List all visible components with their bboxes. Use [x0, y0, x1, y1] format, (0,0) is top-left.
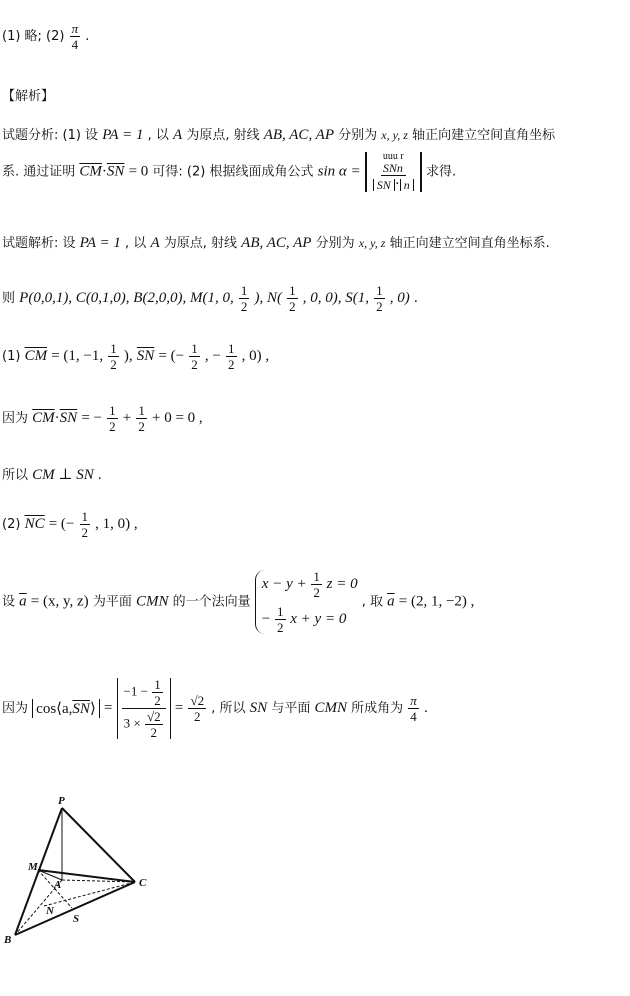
label-b: B — [4, 934, 12, 946]
label-s: S — [73, 913, 80, 925]
answer-end: . — [85, 29, 90, 44]
label: (2) — [2, 517, 21, 532]
equation-system: x − y + $\frac{1}{2}$ z = 0 − $\frac{1}{2}$ x + y = 0 — [255, 570, 358, 634]
math: , − — [204, 348, 221, 364]
vector-cm: $\overline{CM}$ — [79, 163, 102, 180]
perp-line — [2, 464, 102, 484]
label-n: N — [46, 905, 54, 917]
math: = (2, 1, −2) , — [398, 593, 475, 610]
math: SN — [376, 178, 391, 192]
math: = 0 — [128, 163, 149, 180]
text: . — [97, 467, 102, 483]
vector-nc: $\overline{NC}$ — [24, 516, 45, 532]
math: P(0,0,1), C(0,1,0), B(2,0,0), M(1, 0, — [19, 290, 234, 306]
label-m: M — [28, 861, 38, 873]
text: , 取 — [361, 594, 383, 610]
math: , 1, 0) , — [95, 516, 138, 532]
solution-line — [2, 232, 550, 252]
text: . — [423, 700, 428, 716]
math: sin α = — [317, 163, 361, 180]
text: 所以 — [2, 468, 29, 483]
text: 轴正向建立空间直角坐标系. — [389, 236, 550, 251]
math: − — [261, 610, 271, 627]
text: 则 — [2, 291, 16, 306]
fraction: $\frac{1}{2}$ — [191, 341, 198, 372]
math: n — [396, 161, 403, 175]
vector-cm: $\overline{CM}$ — [24, 348, 48, 364]
vector-a: $\overline{a}$ — [387, 593, 395, 610]
cos-abs — [32, 699, 100, 718]
text: 试题分析: (1) 设 — [2, 128, 99, 143]
text: 分别为 — [338, 128, 378, 143]
math: A — [173, 127, 183, 143]
text: . — [413, 290, 418, 306]
math: cos⟨a, — [36, 701, 73, 717]
formula-fraction: uuu r SNn SN · n — [371, 152, 416, 192]
math: ), — [123, 348, 133, 364]
text: 分别为 — [315, 236, 355, 251]
math: CMN — [314, 700, 347, 716]
text: 试题解析: 设 — [2, 236, 76, 251]
section-title: 【解析】 — [2, 89, 55, 104]
label-p: P — [58, 795, 65, 807]
label-a: A — [54, 879, 62, 891]
math: = − — [81, 410, 102, 426]
answer-text: (1) 略; (2) — [2, 29, 65, 44]
answer-line — [2, 22, 89, 51]
math: 3 × — [123, 715, 141, 731]
fraction: $\frac{1}{2}$ — [110, 341, 117, 372]
q1-vectors-line — [2, 342, 269, 371]
math: SN — [382, 161, 397, 175]
text: 因为 — [2, 701, 29, 716]
text: 因为 — [2, 411, 29, 426]
fraction: $\frac{1}{2}$ — [138, 403, 145, 434]
math: = — [103, 700, 113, 716]
label: (1) — [2, 349, 21, 364]
text: 与平面 — [271, 701, 311, 716]
math: PA = 1 — [79, 235, 121, 251]
fraction: $\frac{1}{2}$ — [228, 341, 235, 372]
frac-den: 4 — [71, 37, 79, 52]
q2-nc-line — [2, 510, 138, 539]
formula-abs — [365, 152, 422, 192]
math: = (1, −1, — [51, 348, 104, 364]
fraction: $\frac{1}{2}$ — [376, 283, 383, 314]
text: 为原点, 射线 — [186, 128, 260, 143]
math: ⟩ — [89, 701, 96, 717]
vector-sn: $\overline{SN}$ — [106, 163, 125, 180]
vector-cm: $\overline{CM}$ — [32, 410, 55, 426]
edge-bc — [15, 882, 135, 935]
dot-product-line: 因为 $\overline{CM}\cdot\overline{SN}$ = − $\frac{1}{2}$ + $\frac{1}{2}$ + 0 = 0 , — [2, 403, 203, 434]
math: = (− — [158, 348, 185, 364]
math: , 0, 0), S(1, — [302, 290, 370, 306]
math: = (x, y, z) — [30, 593, 89, 610]
text: 可得: (2) 根据线面成角公式 — [152, 164, 314, 180]
text: 求得. — [425, 164, 457, 180]
normal-vector-line — [2, 570, 474, 634]
math: x, y, z — [358, 236, 386, 250]
ratio-abs — [117, 678, 171, 739]
text: 所成角为 — [351, 701, 404, 716]
math: −1 − — [123, 683, 148, 699]
text: , 以 — [147, 128, 169, 143]
math: x − y + — [261, 575, 307, 592]
math: + — [122, 410, 132, 426]
math: + 0 = 0 , — [152, 410, 203, 426]
math: AB, AC, AP — [241, 235, 312, 251]
math: x, y, z — [381, 128, 408, 142]
fraction: $\frac{1}{2}$ — [109, 403, 116, 434]
text: 系. 通过证明 — [2, 164, 76, 180]
arrow-glyph: uuu r — [382, 151, 404, 162]
math: , 0) , — [241, 348, 270, 364]
math: n — [403, 178, 410, 192]
answer-fraction — [70, 22, 81, 51]
math: SN — [249, 700, 268, 716]
vector-sn: $\overline{SN}$ — [72, 701, 90, 717]
fraction: $\frac{1}{2}$ — [240, 283, 248, 314]
math: = (− — [48, 516, 75, 532]
coords-line — [2, 284, 418, 313]
math: CMN — [135, 593, 169, 610]
pyramid-figure — [0, 790, 170, 950]
text: , 所以 — [211, 701, 246, 716]
fraction: $\frac{1}{2}$ — [81, 509, 89, 540]
math: z = 0 — [326, 575, 358, 592]
text: 轴正向建立空间直角坐标 — [412, 128, 556, 143]
frac-num: π — [71, 21, 79, 36]
text: 为平面 — [92, 594, 132, 610]
fraction: $\frac{\pi}{4}$ — [410, 693, 417, 724]
math: PA = 1 — [102, 127, 144, 143]
analysis-line-2: 系. 通过证明 $\overline{CM}\cdot\overline{SN} = 0$ 可得: (2) 根据线面成角公式 sin α = uuu r SNn SN · n 求得. — [2, 151, 457, 192]
fraction: $\frac{1}{2}$ — [289, 283, 296, 314]
edge-pc — [62, 808, 135, 882]
math: , 0) — [389, 290, 410, 306]
fraction: $\frac{√2}{2}$ — [190, 693, 205, 724]
vector-sn: $\overline{SN}$ — [136, 348, 155, 364]
math: ), N( — [254, 290, 282, 306]
math: = — [174, 700, 184, 716]
vector-a: $\overline{a}$ — [19, 593, 27, 610]
cos-line — [2, 678, 428, 739]
text: , 以 — [125, 236, 147, 251]
math: CM ⊥ SN — [32, 467, 94, 483]
text: 的一个法向量 — [172, 594, 251, 610]
vector-sn: $\overline{SN}$ — [59, 410, 78, 426]
analysis-line-1 — [2, 124, 555, 144]
text: 设 — [2, 594, 16, 610]
math: A — [150, 235, 160, 251]
text: 为原点, 射线 — [163, 236, 238, 251]
ratio-fraction: −1 − $\frac{1}{2}$ 3 × $\frac{√2}{2}$ — [122, 678, 166, 739]
label-c: C — [139, 877, 147, 889]
math: x + y = 0 — [290, 610, 347, 627]
math: AB, AC, AP — [263, 127, 334, 143]
